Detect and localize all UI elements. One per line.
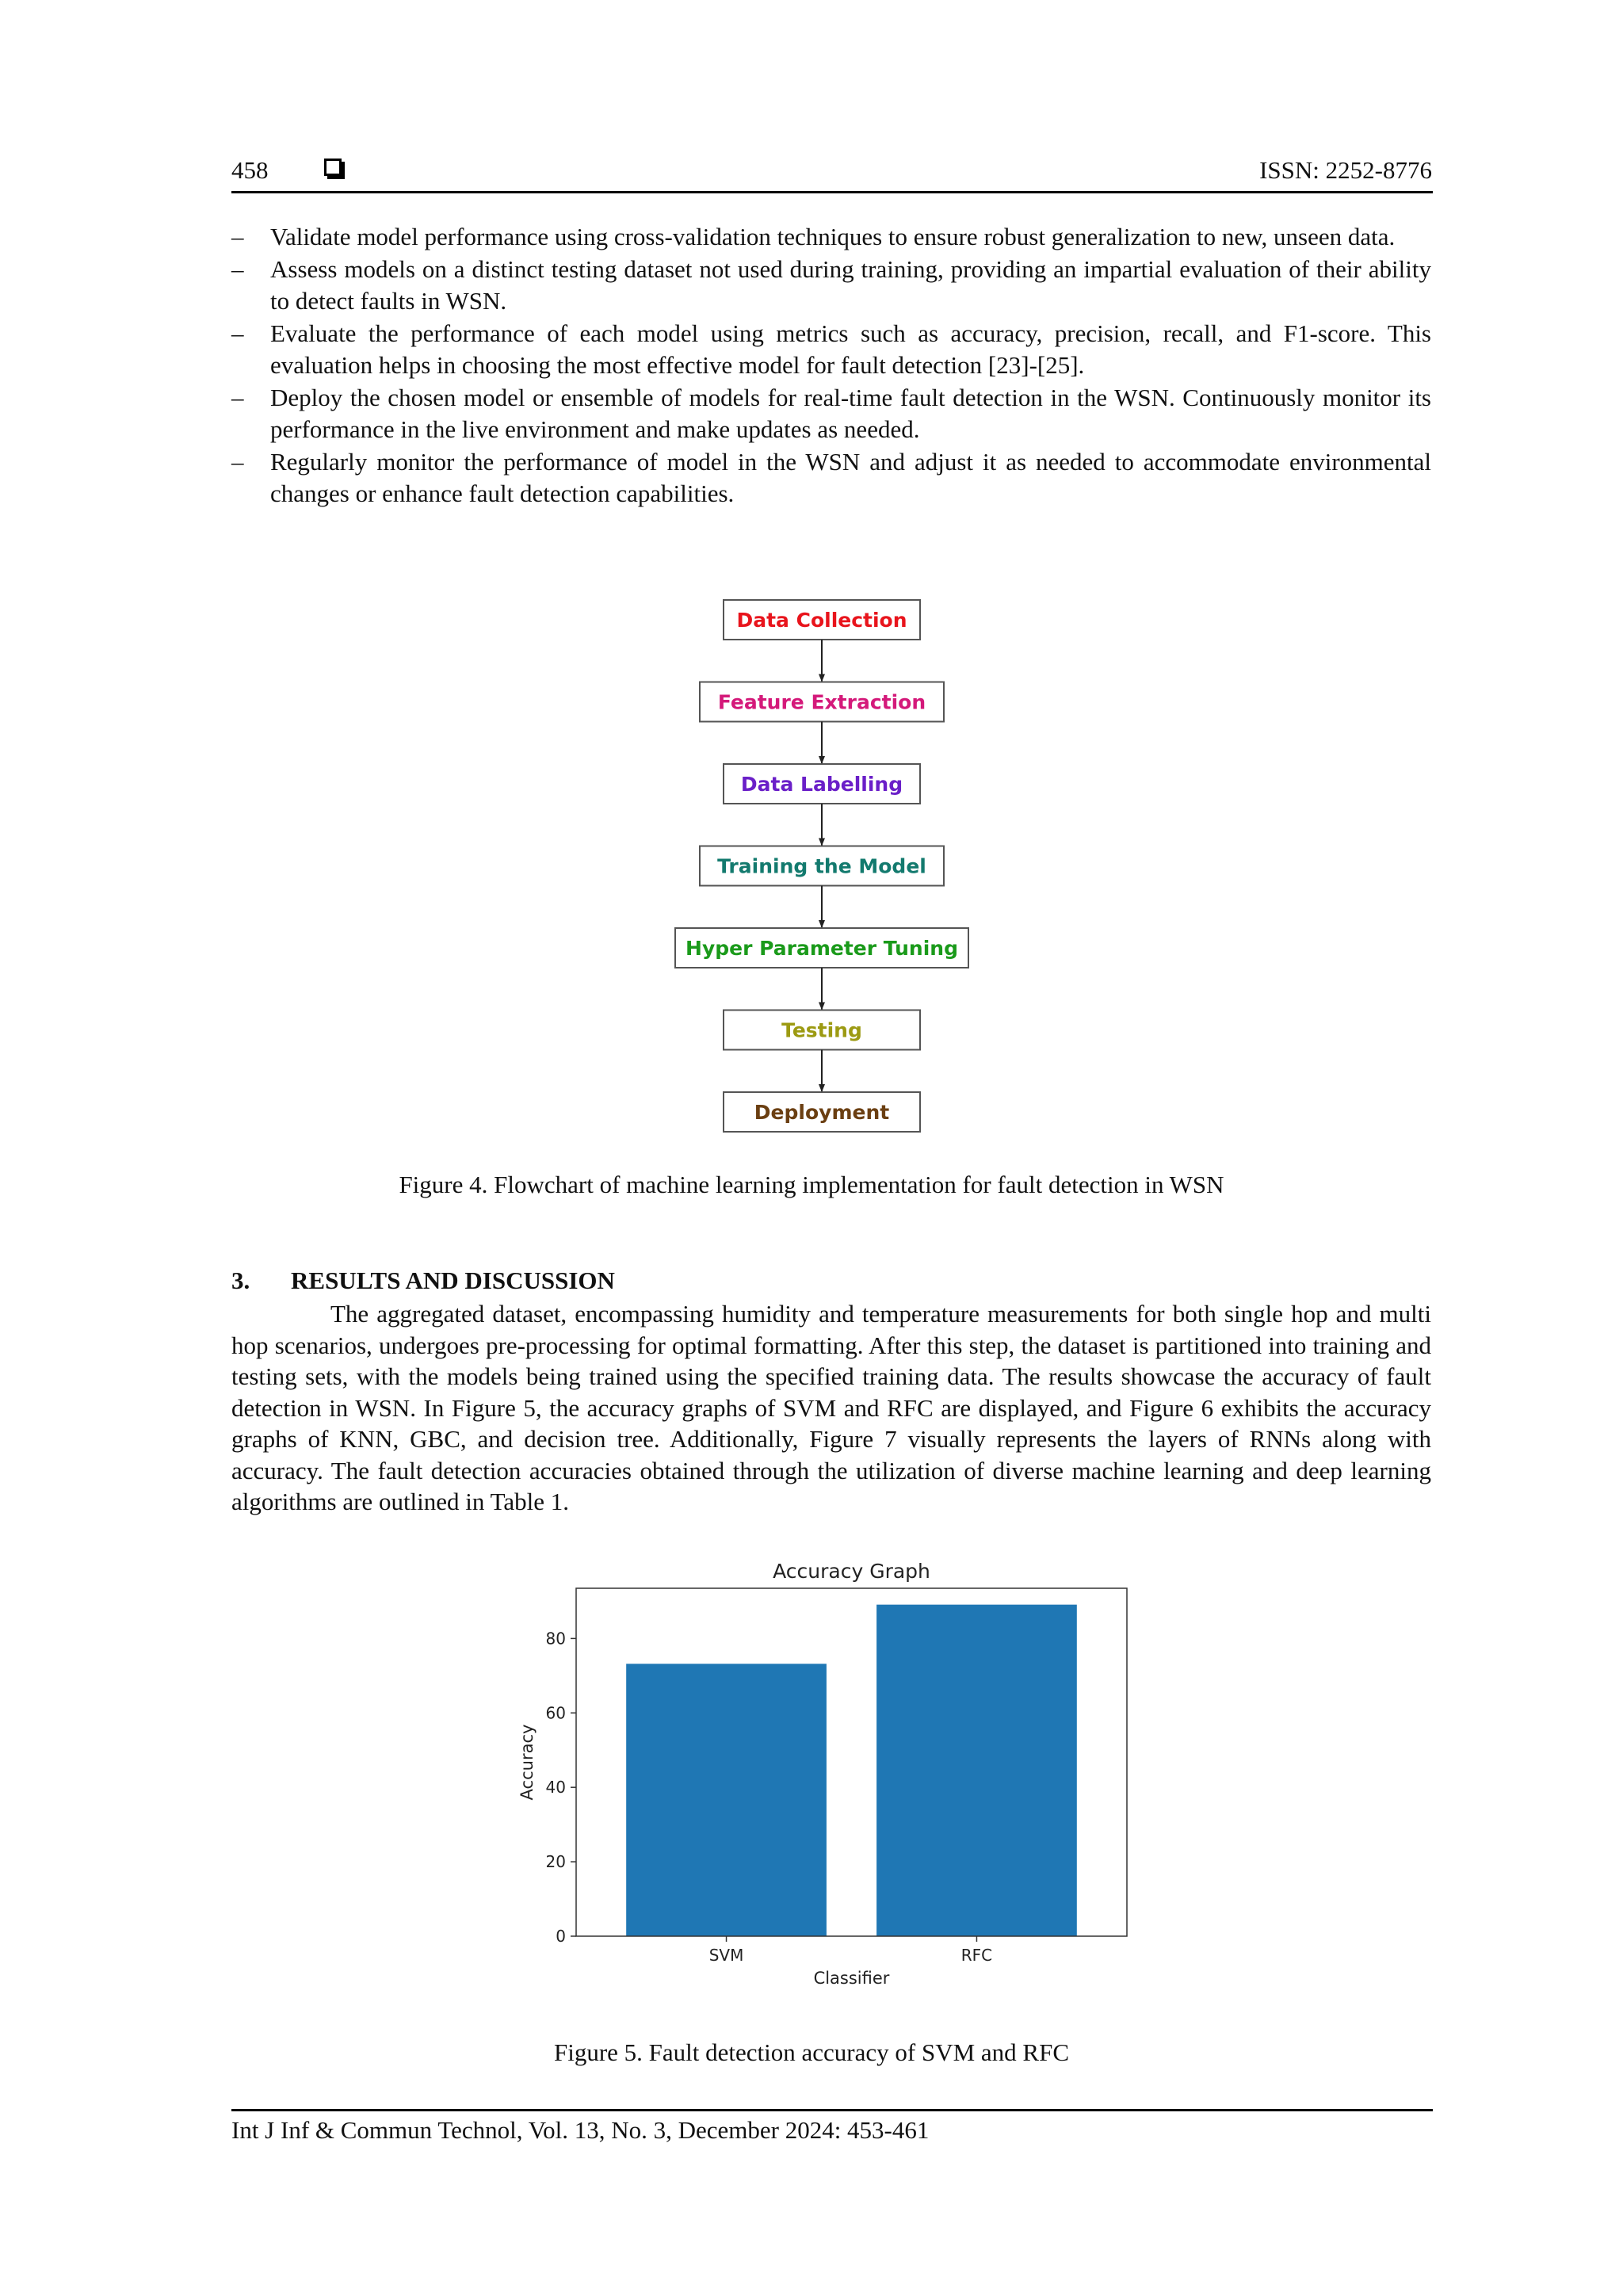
section-title: RESULTS AND DISCUSSION	[291, 1266, 615, 1294]
footer-rule	[231, 2109, 1433, 2111]
chart-title: Accuracy Graph	[773, 1560, 930, 1583]
bar-rfc	[876, 1605, 1077, 1936]
y-tick-label: 20	[545, 1852, 566, 1872]
flow-step-label: Testing	[781, 1018, 862, 1042]
footer-citation: Int J Inf & Commun Technol, Vol. 13, No. 3, December 2024: 453-461	[231, 2116, 930, 2144]
flow-step-label: Data Collection	[736, 609, 907, 632]
list-item: – Regularly monitor the performance of model in the WSN and adjust it as needed to accommodate environmental changes or enhance fault detection capabilities.	[231, 447, 1431, 507]
flow-step-label: Feature Extraction	[717, 690, 926, 714]
flow-step-label: Data Labelling	[740, 773, 903, 796]
flow-step-label: Hyper Parameter Tuning	[685, 937, 958, 960]
x-tick-label: SVM	[708, 1946, 744, 1965]
flow-step-label: Training the Model	[717, 854, 926, 878]
section-paragraph: The aggregated dataset, encompassing humidity and temperature measurements for both single hop and multi hop scenarios, undergoes pre-processing for optimal formatting. After this step, the dataset is partitioned into training and testing sets, with the models being trained using the specified training data. The results showcase the accuracy of fault detection in WSN. In Figure 5, the accuracy graphs of SVM and RFC are displayed, and Figure 6 exhibits the accuracy graphs of KNN, GBC, and decision tree. Additionally, Figure 7 visually represents the layers of RNNs along with accuracy. The fault detection accuracies obtained through the utilization of diverse machine learning and deep learning algorithms are outlined in Table 1.	[231, 1300, 1431, 1515]
x-axis-label: Classifier	[813, 1969, 890, 1988]
y-axis-label: Accuracy	[517, 1724, 537, 1801]
list-item: – Evaluate the performance of each model using metrics such as accuracy, precision, recall, and F1-score. This evaluation helps in choosing the most effective model for fault detection [23]-[25].	[231, 319, 1431, 379]
y-tick-label: 0	[556, 1927, 566, 1946]
y-tick-label: 40	[545, 1778, 566, 1797]
y-tick-label: 60	[545, 1703, 566, 1723]
bar-svm	[626, 1664, 827, 1936]
figure4-caption: Figure 4. Flowchart of machine learning implementation for fault detection in WSN	[399, 1171, 1224, 1198]
header-issn: ISSN: 2252-8776	[1259, 156, 1432, 184]
list-item: – Deploy the chosen model or ensemble of models for real-time fault detection in the WSN. Continuously monitor its performance in the live environment and make updates as needed.	[231, 383, 1431, 443]
section-number: 3.	[231, 1266, 250, 1294]
figure5-caption: Figure 5. Fault detection accuracy of SVM and RFC	[553, 2038, 1070, 2066]
list-item: – Assess models on a distinct testing dataset not used during training, providing an impartial evaluation of their ability to detect faults in WSN.	[231, 254, 1431, 315]
x-tick-label: RFC	[960, 1946, 993, 1965]
page-number: 458	[231, 156, 269, 184]
list-item: – Validate model performance using cross-validation techniques to ensure robust generalization to new, unseen data.	[231, 223, 1396, 250]
y-tick-label: 80	[545, 1629, 566, 1648]
flow-step-label: Deployment	[754, 1101, 890, 1124]
